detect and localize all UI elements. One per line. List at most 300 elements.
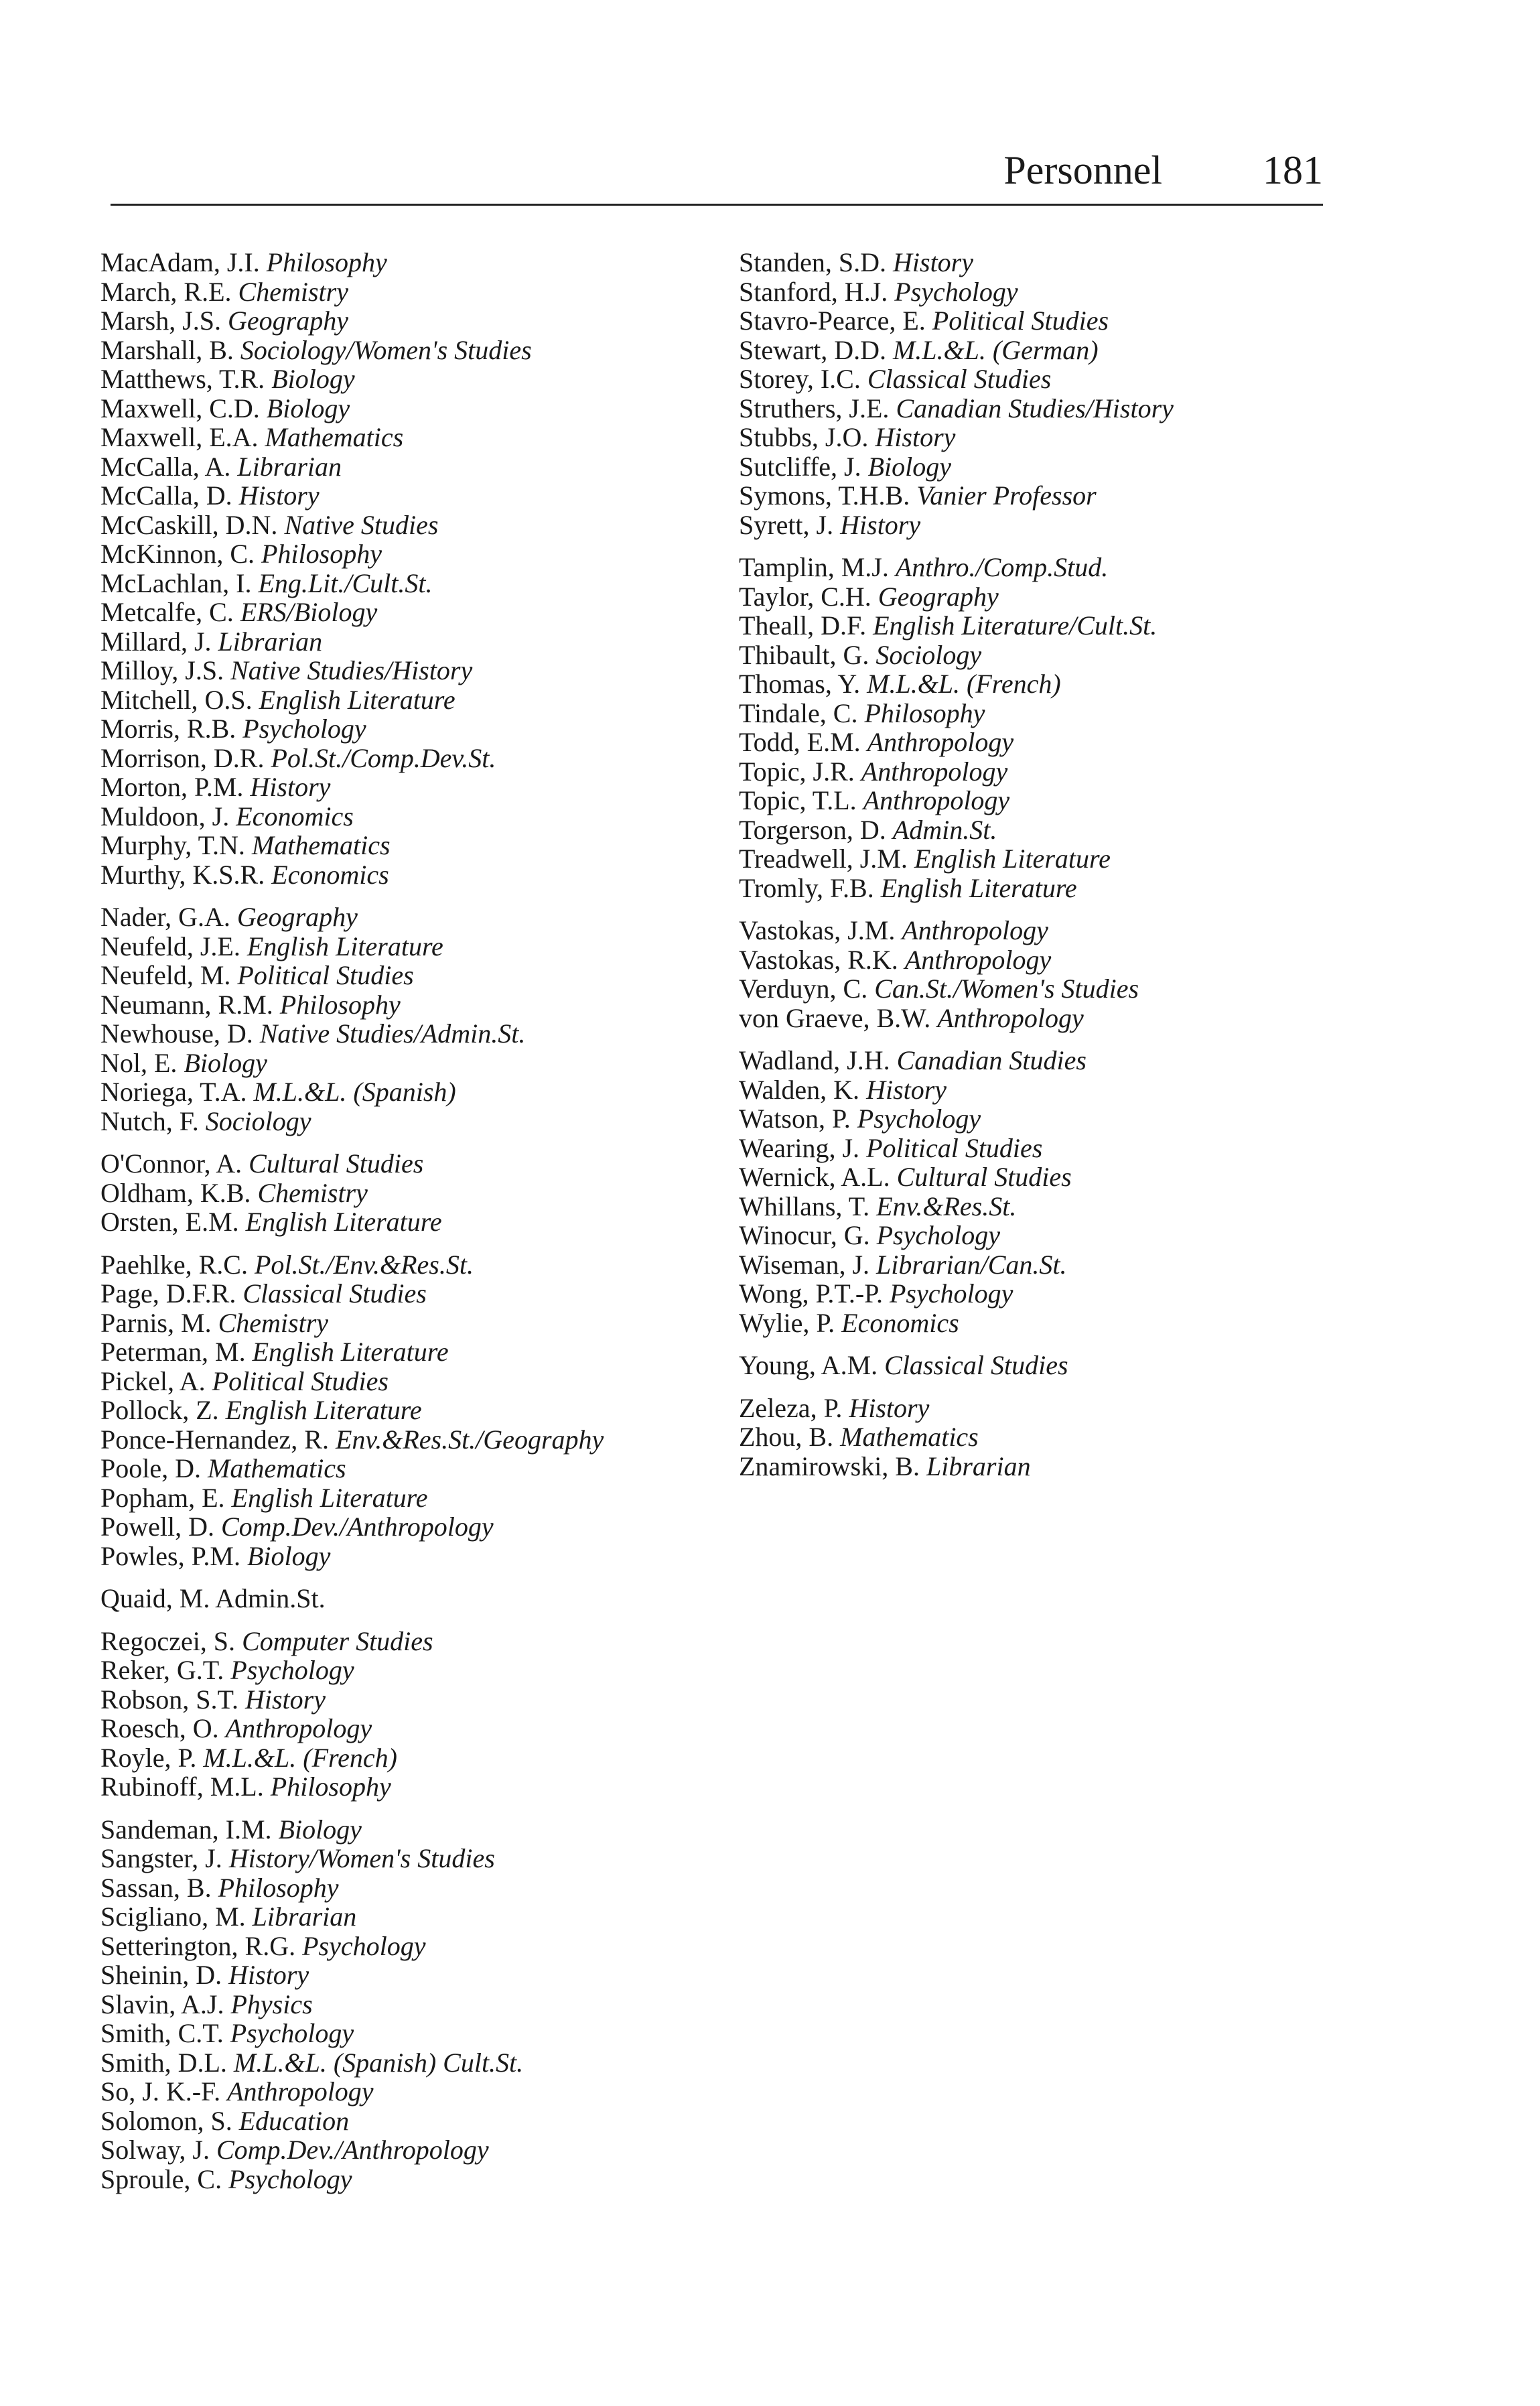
personnel-entry <box>739 1192 1369 1221</box>
person-name: McCalla, A. <box>100 451 231 482</box>
person-name: Struthers, J.E. <box>739 393 890 423</box>
person-name: Noriega, T.A. <box>100 1077 247 1107</box>
personnel-entry <box>100 990 730 1020</box>
person-name: Oldham, K.B. <box>100 1177 251 1208</box>
personnel-entry <box>739 1046 1369 1075</box>
department: English Literature <box>225 1395 422 1425</box>
person-name: Symons, T.H.B. <box>739 480 910 511</box>
department: M.L.&L. (German) <box>892 334 1099 365</box>
person-name: Powell, D. <box>100 1512 214 1542</box>
department: Anthropology <box>867 727 1014 757</box>
personnel-entry <box>100 394 730 423</box>
personnel-entry <box>100 1207 730 1237</box>
left-column <box>100 248 730 2207</box>
personnel-entry <box>739 394 1369 423</box>
person-name: Marshall, B. <box>100 334 234 365</box>
department: Env.&Res.St./Geography <box>335 1424 604 1455</box>
personnel-entry <box>100 1149 730 1179</box>
department: Chemistry <box>238 276 348 307</box>
personnel-entry <box>739 511 1369 540</box>
person-name: Parnis, M. <box>100 1307 212 1338</box>
person-name: Watson, P. <box>739 1104 851 1134</box>
department: Geography <box>236 902 358 932</box>
department: Psychology <box>857 1104 981 1134</box>
department: Sociology <box>876 639 982 670</box>
department: English Literature <box>247 931 443 961</box>
person-name: McLachlan, I. <box>100 567 252 598</box>
department: Political Studies <box>237 960 414 990</box>
person-name: Nutch, F. <box>100 1106 199 1136</box>
person-name: McCaskill, D.N. <box>100 509 278 540</box>
personnel-entry <box>100 1279 730 1309</box>
personnel-entry <box>100 306 730 336</box>
personnel-entry <box>100 598 730 627</box>
department: Canadian Studies/History <box>896 393 1174 423</box>
department: English Literature <box>245 1207 442 1237</box>
department: Native Studies <box>284 509 439 540</box>
department: History <box>866 1074 947 1105</box>
person-name: Powles, P.M. <box>100 1540 240 1571</box>
personnel-entry <box>739 974 1369 1004</box>
person-name: Paehlke, R.C. <box>100 1249 248 1280</box>
department: Biology <box>867 451 951 482</box>
department: Psychology <box>228 2163 352 2194</box>
person-name: Wearing, J. <box>739 1132 860 1163</box>
person-name: Sproule, C. <box>100 2163 222 2194</box>
person-name: Neufeld, M. <box>100 960 231 990</box>
department: Cultural Studies <box>249 1148 424 1179</box>
person-name: Millard, J. <box>100 626 212 657</box>
department: English Literature <box>914 844 1111 874</box>
department: Classical Studies <box>242 1278 427 1309</box>
department: History <box>875 422 956 452</box>
personnel-entry <box>100 1902 730 1932</box>
personnel-entry <box>100 1743 730 1773</box>
personnel-entry <box>100 2165 730 2194</box>
personnel-entry <box>739 364 1369 394</box>
person-name: Syrett, J. <box>739 509 834 540</box>
personnel-entry <box>100 1584 730 1613</box>
department: Native Studies/History <box>230 655 473 685</box>
person-name: Znamirowski, B. <box>739 1451 920 1481</box>
personnel-entry <box>100 656 730 685</box>
letter-group <box>100 1627 730 1802</box>
department: Biology <box>266 393 350 423</box>
department: Anthropology <box>902 915 1048 945</box>
person-name: Wadland, J.H. <box>739 1045 890 1075</box>
personnel-entry <box>100 1990 730 2019</box>
letter-group <box>100 1149 730 1237</box>
personnel-entry <box>100 860 730 890</box>
department: Anthropology <box>937 1002 1084 1033</box>
department: History <box>849 1392 930 1423</box>
personnel-entry <box>100 1019 730 1049</box>
personnel-entry <box>739 1221 1369 1250</box>
personnel-entry <box>100 1425 730 1455</box>
personnel-entry <box>100 2048 730 2078</box>
personnel-entry <box>100 1714 730 1743</box>
personnel-entry <box>100 1396 730 1425</box>
personnel-entry <box>100 1844 730 1873</box>
department: Chemistry <box>257 1177 368 1208</box>
department: Librarian <box>218 626 323 657</box>
letter-group <box>100 903 730 1136</box>
personnel-entry <box>100 423 730 452</box>
personnel-entry <box>739 669 1369 699</box>
person-name: Matthews, T.R. <box>100 364 265 394</box>
department: English Literature <box>231 1482 428 1513</box>
department: Comp.Dev./Anthropology <box>221 1512 494 1542</box>
department: Political Studies <box>866 1132 1043 1163</box>
department: English Literature <box>259 684 456 715</box>
department: Can.St./Women's Studies <box>874 974 1139 1004</box>
personnel-entry <box>100 1309 730 1338</box>
personnel-entry <box>100 627 730 657</box>
personnel-entry <box>739 481 1369 511</box>
person-name: Thibault, G. <box>739 639 869 670</box>
person-name: March, R.E. <box>100 276 232 307</box>
personnel-entry <box>100 1685 730 1715</box>
person-name: Stanford, H.J. <box>739 276 888 307</box>
department: Economics <box>841 1307 959 1338</box>
person-name: Slavin, A.J. <box>100 1989 224 2019</box>
page-header <box>111 143 1323 206</box>
department: Psychology <box>894 276 1018 307</box>
personnel-entry <box>100 773 730 802</box>
personnel-entry <box>100 336 730 365</box>
department: Biology <box>184 1047 267 1078</box>
department: Eng.Lit./Cult.St. <box>258 567 433 598</box>
person-name: Popham, E. <box>100 1482 225 1513</box>
page-number: 181 <box>1263 148 1323 192</box>
person-name: Vastokas, R.K. <box>739 944 898 975</box>
personnel-entry <box>739 277 1369 307</box>
person-name: Sangster, J. <box>100 1843 222 1873</box>
personnel-entry <box>739 916 1369 945</box>
personnel-entry <box>100 1107 730 1136</box>
person-name: Ponce-Hernandez, R. <box>100 1424 329 1455</box>
department: M.L.&L. (Spanish) Cult.St. <box>233 2047 524 2078</box>
person-name: Sheinin, D. <box>100 1960 222 1990</box>
personnel-entry <box>100 1337 730 1367</box>
right-column <box>739 248 1369 1494</box>
person-name: Setterington, R.G. <box>100 1930 296 1961</box>
personnel-entry <box>100 569 730 598</box>
department: M.L.&L. (French) <box>867 669 1061 699</box>
person-name: Theall, D.F. <box>739 610 867 641</box>
personnel-entry <box>100 802 730 831</box>
department: Philosophy <box>218 1872 339 1903</box>
personnel-entry <box>739 1162 1369 1192</box>
department: Psychology <box>230 2018 354 2048</box>
person-name: Nol, E. <box>100 1047 178 1078</box>
person-name: Whillans, T. <box>739 1191 870 1221</box>
personnel-entry <box>100 248 730 277</box>
person-name: Zeleza, P. <box>739 1392 843 1423</box>
person-name: Quaid, M. <box>100 1583 210 1613</box>
department: Mathematics <box>251 830 391 860</box>
person-name: Peterman, M. <box>100 1337 246 1367</box>
person-name: Neumann, R.M. <box>100 989 273 1020</box>
personnel-entry <box>100 364 730 394</box>
personnel-entry <box>100 1772 730 1802</box>
personnel-entry <box>739 452 1369 482</box>
department: Biology <box>247 1540 331 1571</box>
department: Cultural Studies <box>896 1162 1072 1192</box>
personnel-entry <box>100 903 730 932</box>
personnel-entry <box>739 728 1369 757</box>
personnel-entry <box>100 1960 730 1990</box>
department: ERS/Biology <box>240 597 378 627</box>
department: Education <box>238 2105 350 2136</box>
personnel-entry <box>739 1394 1369 1423</box>
department: English Literature/Cult.St. <box>873 610 1158 641</box>
person-name: Orsten, E.M. <box>100 1207 239 1237</box>
personnel-entry <box>100 1656 730 1685</box>
person-name: Mitchell, O.S. <box>100 684 253 715</box>
person-name: Wong, P.T.-P. <box>739 1278 883 1309</box>
person-name: Treadwell, J.M. <box>739 844 908 874</box>
personnel-entry <box>739 1075 1369 1105</box>
person-name: Zhou, B. <box>739 1422 834 1452</box>
person-name: Standen, S.D. <box>739 247 886 277</box>
department: Biology <box>278 1814 362 1845</box>
department: Philosophy <box>864 697 985 728</box>
department: History/Women's Studies <box>228 1843 495 1873</box>
letter-group <box>739 1351 1369 1380</box>
person-name: Storey, I.C. <box>739 364 861 394</box>
personnel-entry <box>739 1422 1369 1452</box>
department: English Literature <box>880 872 1077 903</box>
department: Anthropology <box>225 1713 372 1743</box>
person-name: Nader, G.A. <box>100 902 230 932</box>
letter-group <box>100 1250 730 1571</box>
person-name: Wiseman, J. <box>739 1249 870 1280</box>
department: Philosophy <box>279 989 401 1020</box>
department: History <box>228 1960 309 1990</box>
person-name: Page, D.F.R. <box>100 1278 236 1309</box>
department: English Literature <box>252 1337 449 1367</box>
person-name: Verduyn, C. <box>739 974 868 1004</box>
person-name: So, J. K.-F. <box>100 2076 221 2107</box>
personnel-entry <box>100 2077 730 2107</box>
personnel-entry <box>100 714 730 744</box>
department: Philosophy <box>261 539 382 569</box>
department: Biology <box>271 364 355 394</box>
department: Sociology/Women's Studies <box>240 334 532 365</box>
person-name: Tindale, C. <box>739 697 858 728</box>
person-name: Morton, P.M. <box>100 772 244 802</box>
department: Anthropology <box>227 2076 374 2107</box>
personnel-entry <box>100 1454 730 1483</box>
personnel-entry <box>739 553 1369 582</box>
person-name: Vastokas, J.M. <box>739 915 896 945</box>
personnel-entry <box>100 1815 730 1845</box>
person-name: Stewart, D.D. <box>739 334 886 365</box>
personnel-entry <box>100 2135 730 2165</box>
department: Anthropology <box>863 785 1010 815</box>
department: Pol.St./Comp.Dev.St. <box>271 742 496 773</box>
personnel-entry <box>100 1542 730 1571</box>
personnel-entry <box>100 1627 730 1656</box>
person-name: Solomon, S. <box>100 2105 232 2136</box>
person-name: Stavro-Pearce, E. <box>739 306 926 336</box>
department: Psychology <box>889 1278 1013 1309</box>
personnel-entry <box>739 699 1369 728</box>
person-name: Roesch, O. <box>100 1713 219 1743</box>
running-head-title: Personnel <box>1003 148 1162 192</box>
personnel-entry <box>100 932 730 961</box>
personnel-entry <box>739 423 1369 452</box>
department: Librarian/Can.St. <box>876 1249 1067 1280</box>
department: Comp.Dev./Anthropology <box>216 2135 489 2165</box>
letter-group <box>739 553 1369 903</box>
person-name: Metcalfe, C. <box>100 597 234 627</box>
person-name: Young, A.M. <box>739 1350 878 1380</box>
department: History <box>244 1684 326 1715</box>
letter-group <box>100 1584 730 1613</box>
person-name: Pickel, A. <box>100 1365 206 1396</box>
personnel-entry <box>100 1077 730 1107</box>
personnel-entry <box>739 1279 1369 1309</box>
personnel-entry <box>100 2019 730 2048</box>
personnel-entry <box>739 306 1369 336</box>
personnel-entry <box>100 511 730 540</box>
letter-group <box>100 248 730 889</box>
person-name: Reker, G.T. <box>100 1655 224 1685</box>
department: History <box>840 509 921 540</box>
department: Mathematics <box>265 422 404 452</box>
personnel-entry <box>739 1104 1369 1134</box>
department: Economics <box>236 801 354 831</box>
personnel-entry <box>100 481 730 511</box>
person-name: Poole, D. <box>100 1453 201 1483</box>
person-name: Morris, R.B. <box>100 714 236 744</box>
personnel-entry <box>739 844 1369 874</box>
person-name: Murphy, T.N. <box>100 830 245 860</box>
person-name: Stubbs, J.O. <box>739 422 869 452</box>
department: Geography <box>228 306 348 336</box>
personnel-entry <box>739 874 1369 903</box>
department: Classical Studies <box>867 364 1052 394</box>
person-name: Maxwell, C.D. <box>100 393 260 423</box>
department: Vanier Professor <box>916 480 1097 511</box>
department: Sociology <box>205 1106 311 1136</box>
personnel-entry <box>739 582 1369 612</box>
personnel-entry <box>100 1049 730 1078</box>
personnel-entry <box>739 248 1369 277</box>
department: Native Studies/Admin.St. <box>259 1018 526 1049</box>
person-name: Winocur, G. <box>739 1220 870 1250</box>
person-name: Wernick, A.L. <box>739 1162 890 1192</box>
department: Librarian <box>926 1451 1031 1481</box>
person-name: Marsh, J.S. <box>100 306 222 336</box>
person-name: Torgerson, D. <box>739 814 886 845</box>
person-name: Murthy, K.S.R. <box>100 859 265 890</box>
person-name: Sutcliffe, J. <box>739 451 861 482</box>
person-name: Smith, C.T. <box>100 2018 224 2048</box>
department: Psychology <box>302 1930 426 1961</box>
department: Psychology <box>230 1655 354 1685</box>
personnel-entry <box>739 815 1369 845</box>
personnel-entry <box>739 641 1369 670</box>
department: History <box>893 247 973 277</box>
department: Computer Studies <box>242 1625 433 1656</box>
department: History <box>250 772 331 802</box>
person-name: Sandeman, I.M. <box>100 1814 272 1845</box>
personnel-entry <box>739 945 1369 975</box>
department: Mathematics <box>840 1422 979 1452</box>
department: Political Studies <box>212 1365 389 1396</box>
personnel-entry <box>100 1179 730 1208</box>
personnel-entry <box>100 831 730 860</box>
person-name: Neufeld, J.E. <box>100 931 240 961</box>
person-name: Walden, K. <box>739 1074 860 1105</box>
personnel-entry <box>100 1932 730 1961</box>
person-name: Tamplin, M.J. <box>739 552 889 582</box>
letter-group <box>100 1815 730 2194</box>
department: Psychology <box>876 1220 1000 1250</box>
personnel-entry <box>739 786 1369 815</box>
person-name: Muldoon, J. <box>100 801 230 831</box>
department: Classical Studies <box>884 1350 1068 1380</box>
personnel-entry <box>739 1134 1369 1163</box>
personnel-entry <box>739 757 1369 787</box>
person-name: Wylie, P. <box>739 1307 835 1338</box>
department: Philosophy <box>266 247 387 277</box>
department: Canadian Studies <box>896 1045 1087 1075</box>
person-name: Robson, S.T. <box>100 1684 238 1715</box>
person-name: von Graeve, B.W. <box>739 1002 931 1033</box>
department: Admin.St. <box>892 814 997 845</box>
person-name: Scigliano, M. <box>100 1901 246 1932</box>
department: Librarian <box>237 451 342 482</box>
person-name: Topic, T.L. <box>739 785 857 815</box>
person-name: Regoczei, S. <box>100 1625 236 1656</box>
personnel-entry <box>100 1483 730 1513</box>
personnel-entry <box>739 1351 1369 1380</box>
department: Geography <box>878 581 999 612</box>
person-name: Smith, D.L. <box>100 2047 227 2078</box>
department: Anthropology <box>904 944 1052 975</box>
person-name: Tromly, F.B. <box>739 872 874 903</box>
personnel-entry <box>739 1309 1369 1338</box>
department: M.L.&L. (French) <box>203 1742 397 1773</box>
person-name: Morrison, D.R. <box>100 742 265 773</box>
personnel-entry <box>739 1452 1369 1481</box>
personnel-entry <box>100 1873 730 1903</box>
letter-group <box>739 916 1369 1032</box>
department: Physics <box>230 1989 313 2019</box>
department: Env.&Res.St. <box>876 1191 1017 1221</box>
letter-group <box>739 248 1369 539</box>
person-name: Newhouse, D. <box>100 1018 253 1049</box>
person-name: McCalla, D. <box>100 480 232 511</box>
personnel-entry <box>100 1250 730 1280</box>
person-name: Milloy, J.S. <box>100 655 224 685</box>
department: Admin.St. <box>215 1583 326 1613</box>
person-name: McKinnon, C. <box>100 539 255 569</box>
personnel-entry <box>739 611 1369 641</box>
personnel-entry <box>100 277 730 307</box>
department: Economics <box>271 859 389 890</box>
person-name: Pollock, Z. <box>100 1395 219 1425</box>
department: Psychology <box>242 714 366 744</box>
department: Chemistry <box>218 1307 329 1338</box>
letter-group <box>739 1394 1369 1481</box>
department: M.L.&L. (Spanish) <box>253 1077 456 1107</box>
department: Anthropology <box>861 756 1008 787</box>
